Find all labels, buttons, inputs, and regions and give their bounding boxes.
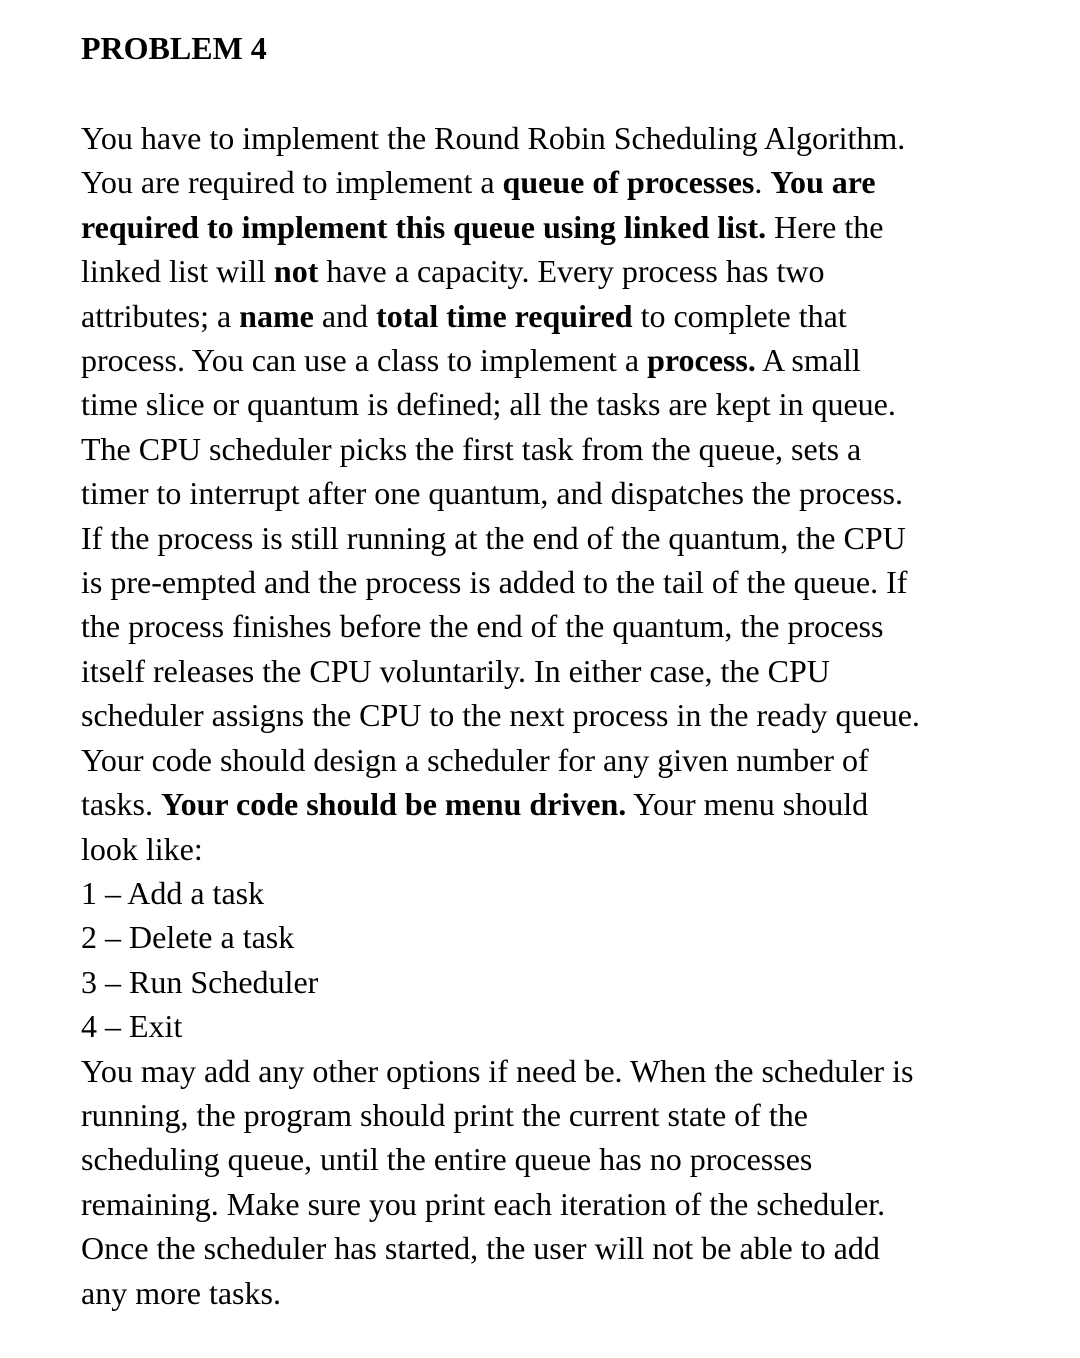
text-run: time slice or quantum is defined; all the tasks are kept in queue. xyxy=(81,386,896,423)
text-line xyxy=(81,471,1021,515)
text-line xyxy=(81,560,1021,604)
text-line xyxy=(81,827,1021,871)
text-run: any more tasks. xyxy=(81,1274,281,1311)
text-run: If the process is still running at the end of the quantum, the CPU xyxy=(81,519,906,556)
text-run: is pre-empted and the process is added to the tail of the queue. If xyxy=(81,564,908,601)
text-run: You are required to implement a xyxy=(81,164,503,201)
text-run: 4 – Exit xyxy=(81,1008,183,1045)
text-run: remaining. Make sure you print each iteration of the scheduler. xyxy=(81,1185,886,1222)
text-line xyxy=(81,427,1021,471)
text-line xyxy=(81,1226,1021,1270)
bold-text-run: required to implement this queue using linked list. xyxy=(81,208,767,245)
text-run: Once the scheduler has started, the user will not be able to add xyxy=(81,1230,880,1267)
text-line xyxy=(81,1004,1021,1048)
text-line xyxy=(81,915,1021,959)
bold-text-run: You are xyxy=(770,164,876,201)
text-line xyxy=(81,116,1021,160)
text-line xyxy=(81,1093,1021,1137)
text-line xyxy=(81,1049,1021,1093)
text-line xyxy=(81,160,1021,204)
text-line xyxy=(81,960,1021,1004)
problem-description xyxy=(81,116,1021,1315)
text-run: to complete that xyxy=(632,297,847,334)
text-run: have a capacity. Every process has two xyxy=(318,253,825,290)
bold-text-run: process. xyxy=(647,342,756,379)
text-run: look like: xyxy=(81,830,203,867)
text-run: itself releases the CPU voluntarily. In either case, the CPU xyxy=(81,652,830,689)
text-line xyxy=(81,1271,1021,1315)
text-run: You may add any other options if need be. When the scheduler is xyxy=(81,1052,914,1089)
text-line xyxy=(81,693,1021,737)
bold-text-run: name xyxy=(239,297,314,334)
text-line xyxy=(81,338,1021,382)
bold-text-run: Your code should be menu driven. xyxy=(161,786,627,823)
text-line xyxy=(81,782,1021,826)
text-run: timer to interrupt after one quantum, and dispatches the process. xyxy=(81,475,903,512)
text-run: Your code should design a scheduler for any given number of xyxy=(81,741,869,778)
text-run: and xyxy=(313,297,377,334)
text-line xyxy=(81,871,1021,915)
bold-text-run: queue of processes xyxy=(502,164,755,201)
text-run: tasks. xyxy=(81,786,161,823)
text-run: Your menu should xyxy=(626,786,869,823)
text-line xyxy=(81,205,1021,249)
text-line xyxy=(81,294,1021,338)
text-run: 2 – Delete a task xyxy=(81,919,295,956)
text-line xyxy=(81,516,1021,560)
bold-text-run: not xyxy=(273,253,319,290)
text-run: 3 – Run Scheduler xyxy=(81,963,319,1000)
text-line xyxy=(81,1137,1021,1181)
text-line xyxy=(81,738,1021,782)
text-run: process. You can use a class to implement a xyxy=(81,342,648,379)
document-page xyxy=(81,28,1021,1315)
text-line xyxy=(81,1182,1021,1226)
text-line xyxy=(81,649,1021,693)
text-run: scheduler assigns the CPU to the next process in the ready queue. xyxy=(81,697,920,734)
page-title: PROBLEM 4 xyxy=(81,30,267,66)
text-line xyxy=(81,249,1021,293)
text-run: running, the program should print the current state of the xyxy=(81,1096,808,1133)
bold-text-run: total time required xyxy=(376,297,633,334)
text-run: linked list will xyxy=(81,253,274,290)
text-run: 1 – Add a task xyxy=(81,874,265,911)
text-line xyxy=(81,382,1021,426)
text-run: . xyxy=(754,164,771,201)
text-run: A small xyxy=(755,342,861,379)
text-run: The CPU scheduler picks the first task from the queue, sets a xyxy=(81,430,862,467)
text-run: Here the xyxy=(766,208,884,245)
text-run: scheduling queue, until the entire queue has no processes xyxy=(81,1141,813,1178)
text-run: attributes; a xyxy=(81,297,240,334)
text-run: You have to implement the Round Robin Scheduling Algorithm. xyxy=(81,120,906,156)
text-run: the process finishes before the end of the quantum, the process xyxy=(81,608,884,645)
text-line xyxy=(81,604,1021,648)
